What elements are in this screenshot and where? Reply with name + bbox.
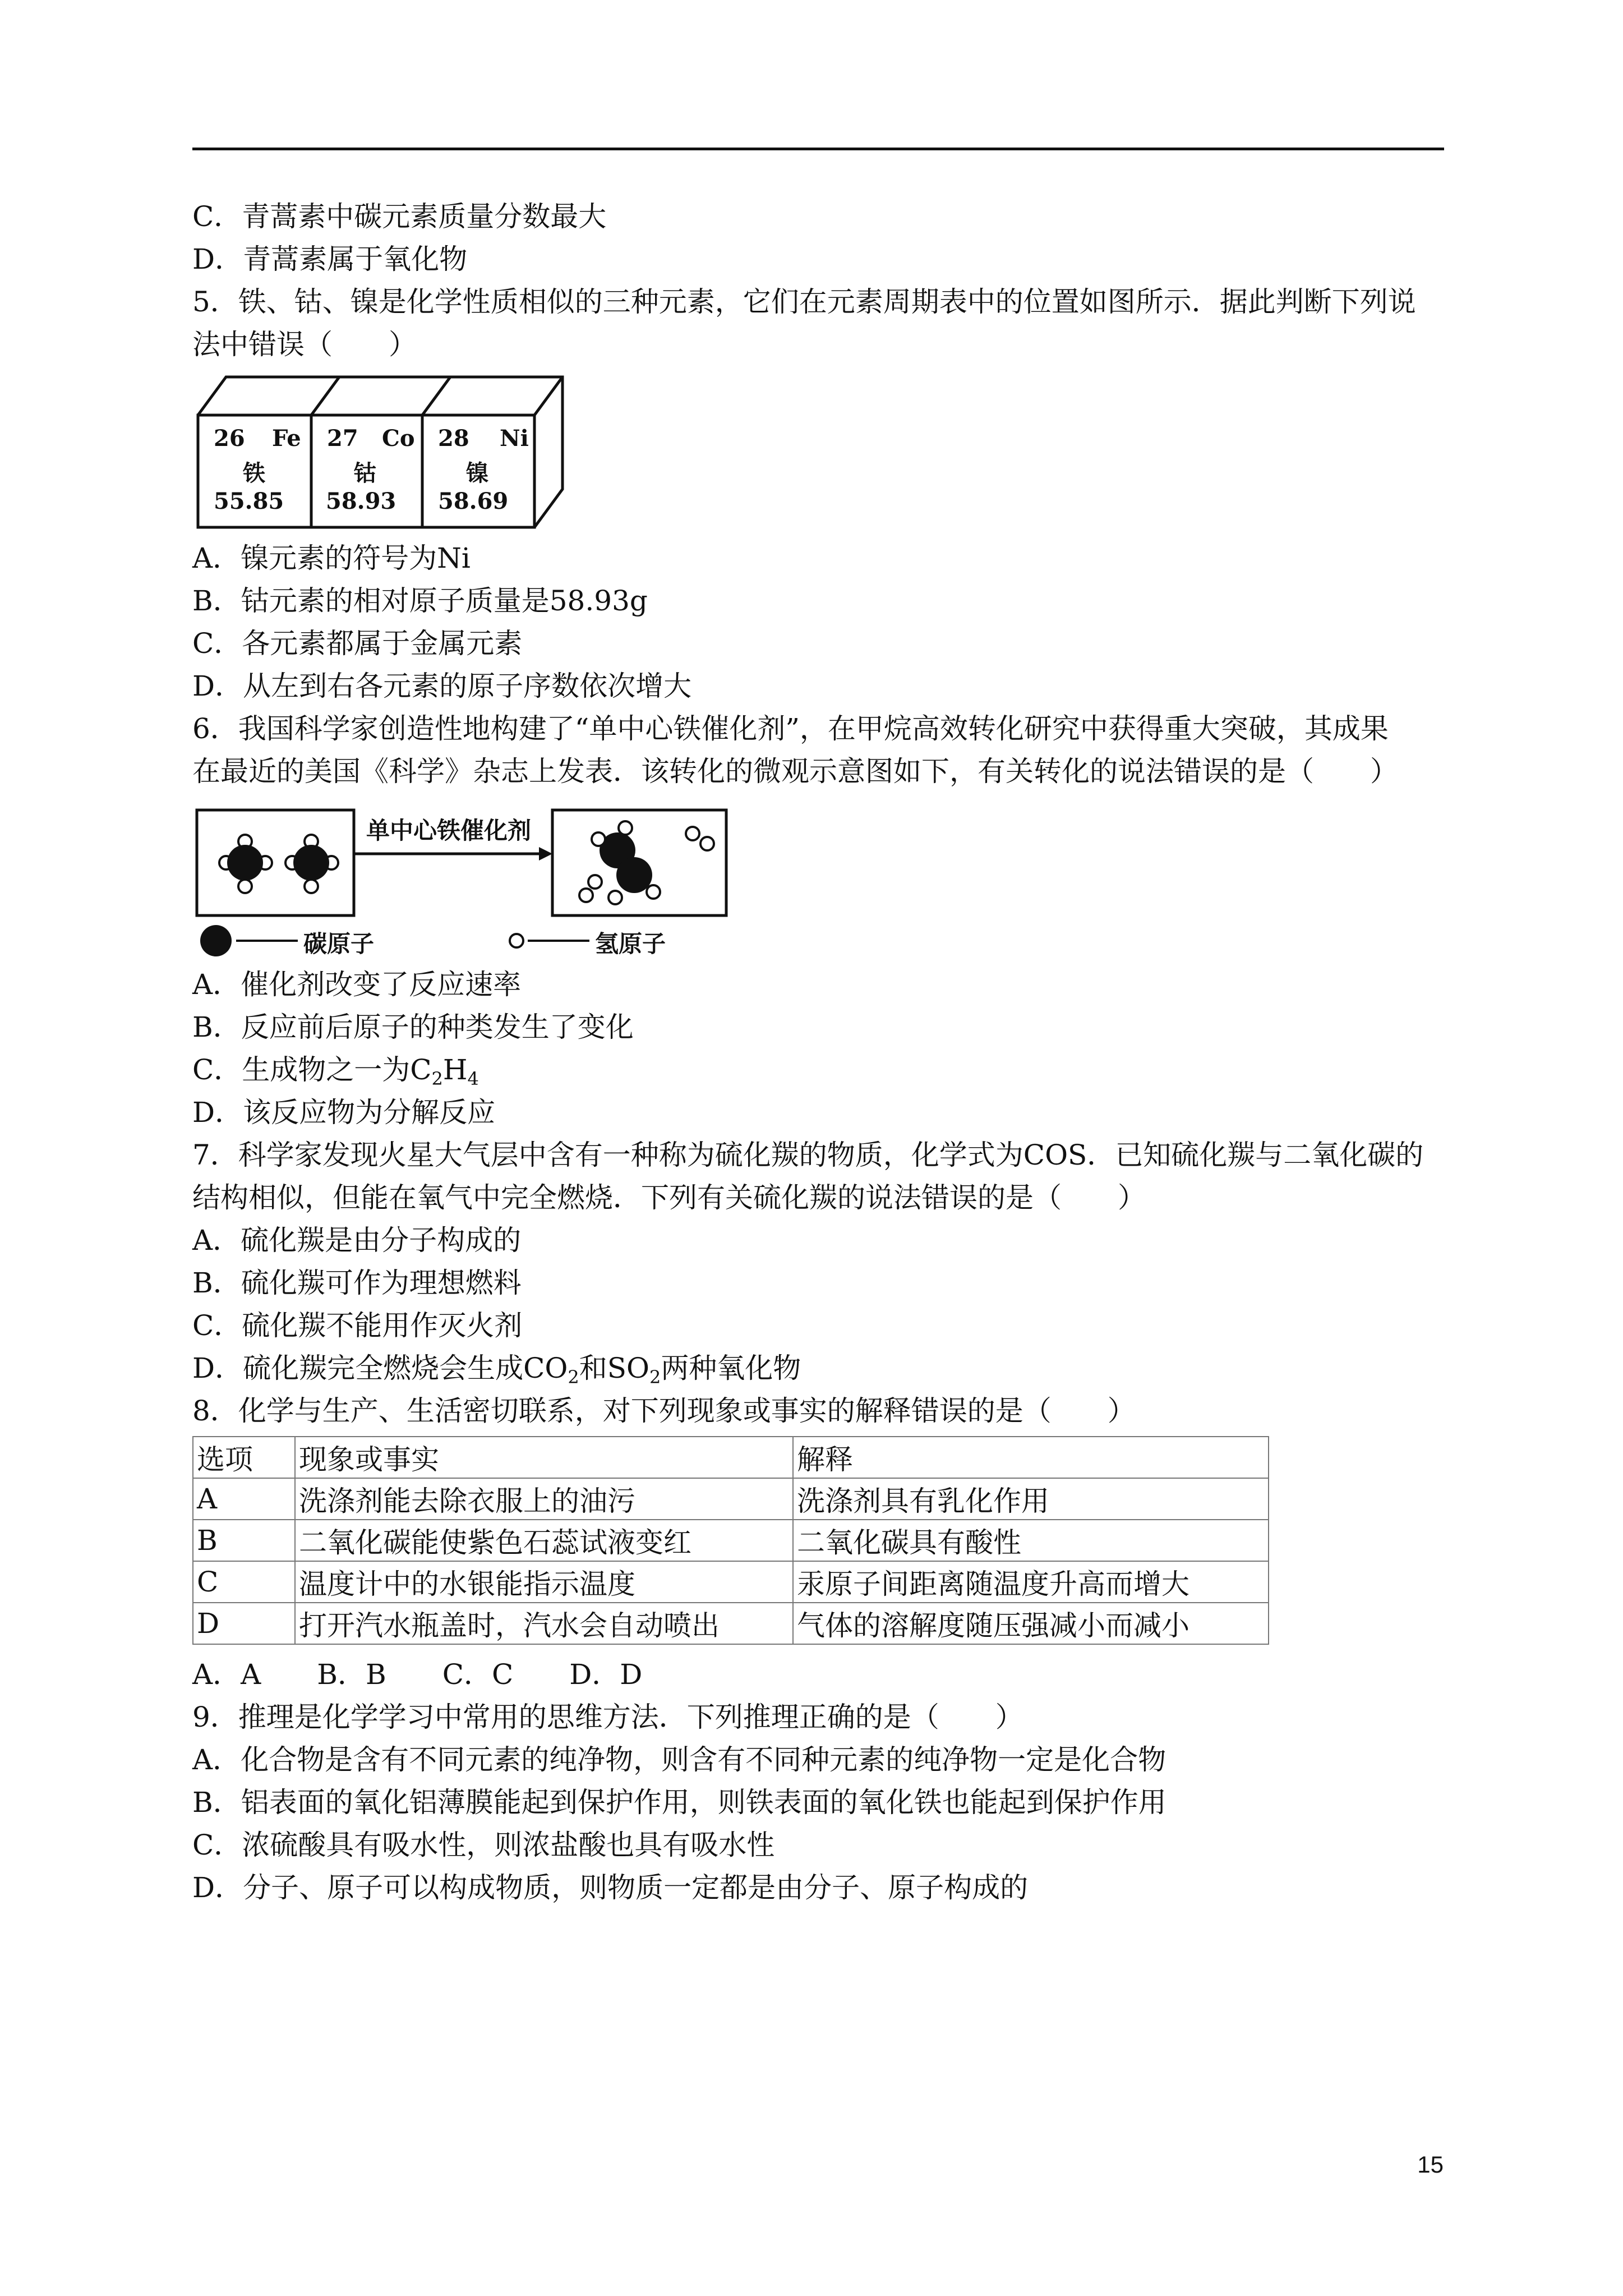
element-name-co: 钴 [354,460,376,486]
q6-stem-line1: 6．我国科学家创造性地构建了“单中心铁催化剂”，在甲烷高效转化研究中获得重大突破，其成果 [192,712,1389,745]
q9-option-a: A．化合物是含有不同元素的纯净物，则含有不同种元素的纯净物一定是化合物 [192,1743,1166,1776]
table-row [193,1478,1269,1520]
q6-option-a: A．催化剂改变了反应速率 [192,968,522,1001]
table-cell: 洗涤剂具有乳化作用 [793,1478,1269,1520]
q6-option-d: D．该反应物为分解反应 [192,1096,496,1129]
q9-option-c: C．浓硫酸具有吸水性，则浓盐酸也具有吸水性 [192,1829,775,1861]
table-cell: C [193,1561,295,1603]
q9-option-d: D．分子、原子可以构成物质，则物质一定都是由分子、原子构成的 [192,1871,1029,1904]
q5-stem-line2: 法中错误（ ） [192,328,417,361]
q4-option-d: D．青蒿素属于氧化物 [192,243,468,275]
q6-option-c-mid: H [442,1053,468,1086]
reaction-diagram [193,797,732,959]
q6-option-c [192,1053,479,1087]
table-row [193,1520,1269,1561]
q7-stem-line2: 结构相似，但能在氧气中完全燃烧．下列有关硫化羰的说法错误的是（ ） [192,1181,1146,1214]
element-symbol-ni: Ni [500,425,529,452]
table-row [193,1561,1269,1603]
element-symbol-co: Co [382,425,415,452]
table-cell: 二氧化碳具有酸性 [793,1520,1269,1561]
table-row [193,1603,1269,1644]
header-rule [192,148,1444,150]
q5-option-b: B．钴元素的相对原子质量是58.93g [192,585,648,617]
q6-option-c-prefix: C．生成物之一为C [192,1053,432,1086]
q8-table [192,1436,1269,1645]
q7-option-a: A．硫化羰是由分子构成的 [192,1224,522,1257]
element-name-ni: 镍 [466,460,488,486]
table-header-explanation: 解释 [793,1437,1269,1478]
element-name-fe: 铁 [243,460,265,486]
q7-option-d-mid: 和SO [579,1352,649,1384]
element-mass-co: 58.93 [326,488,396,514]
q6-option-b: B．反应前后原子的种类发生了变化 [192,1011,634,1043]
table-cell: 洗涤剂能去除衣服上的油污 [295,1478,793,1520]
element-number-fe: 26 [214,425,245,452]
q8-stem: 8．化学与生产、生活密切联系，对下列现象或事实的解释错误的是（ ） [192,1395,1136,1427]
table-cell: A [193,1478,295,1520]
table-cell: 汞原子间距离随温度升高而增大 [793,1561,1269,1603]
element-mass-fe: 55.85 [214,488,284,514]
catalyst-label: 单中心铁催化剂 [366,817,532,844]
table-header-row [193,1437,1269,1478]
q5-option-d: D．从左到右各元素的原子序数依次增大 [192,670,692,702]
q6-stem-line2: 在最近的美国《科学》杂志上发表．该转化的微观示意图如下，有关转化的说法错误的是（ ） [192,755,1398,788]
table-header-option: 选项 [193,1437,295,1478]
table-cell: 二氧化碳能使紫色石蕊试液变红 [295,1520,793,1561]
q7-option-d-prefix: D．硫化羰完全燃烧会生成CO [192,1352,568,1384]
q5-option-a: A．镍元素的符号为Ni [192,542,471,574]
element-boxes-figure [193,370,586,533]
q6-option-c-sub2: 4 [467,1068,479,1089]
q7-option-d [192,1351,801,1388]
table-cell: 气体的溶解度随压强减小而减小 [793,1603,1269,1644]
table-cell: B [193,1520,295,1561]
table-cell: 打开汽水瓶盖时，汽水会自动喷出 [295,1603,793,1644]
q9-stem: 9．推理是化学学习中常用的思维方法．下列推理正确的是（ ） [192,1701,1023,1733]
q7-option-d-sub1: 2 [568,1366,579,1388]
element-number-ni: 28 [438,425,469,452]
q8-options: A．A B．B C．C D．D [192,1658,643,1691]
page-number: 15 [1417,2151,1444,2178]
element-mass-ni: 58.69 [438,488,509,514]
q5-stem-line1: 5．铁、钴、镍是化学性质相似的三种元素，它们在元素周期表中的位置如图所示．据此判断下列说 [192,286,1416,318]
q4-option-c: C．青蒿素中碳元素质量分数最大 [192,200,607,233]
table-cell: D [193,1603,295,1644]
q7-option-c: C．硫化羰不能用作灭火剂 [192,1309,523,1342]
element-number-co: 27 [327,425,358,452]
table-cell: 温度计中的水银能指示温度 [295,1561,793,1603]
carbon-legend-label: 碳原子 [303,930,375,958]
element-symbol-fe: Fe [272,425,301,452]
q7-option-d-sub2: 2 [649,1366,661,1388]
q7-option-b: B．硫化羰可作为理想燃料 [192,1267,522,1299]
q6-option-c-sub1: 2 [431,1068,443,1089]
table-header-phenomenon: 现象或事实 [295,1437,793,1478]
q7-stem-line1: 7．科学家发现火星大气层中含有一种称为硫化羰的物质，化学式为COS．已知硫化羰与二氧化碳的 [192,1139,1424,1171]
q5-option-c: C．各元素都属于金属元素 [192,627,523,660]
hydrogen-legend-label: 氢原子 [595,930,666,958]
q7-option-d-suffix: 两种氧化物 [661,1352,801,1384]
q9-option-b: B．铝表面的氧化铝薄膜能起到保护作用，则铁表面的氧化铁也能起到保护作用 [192,1786,1166,1819]
